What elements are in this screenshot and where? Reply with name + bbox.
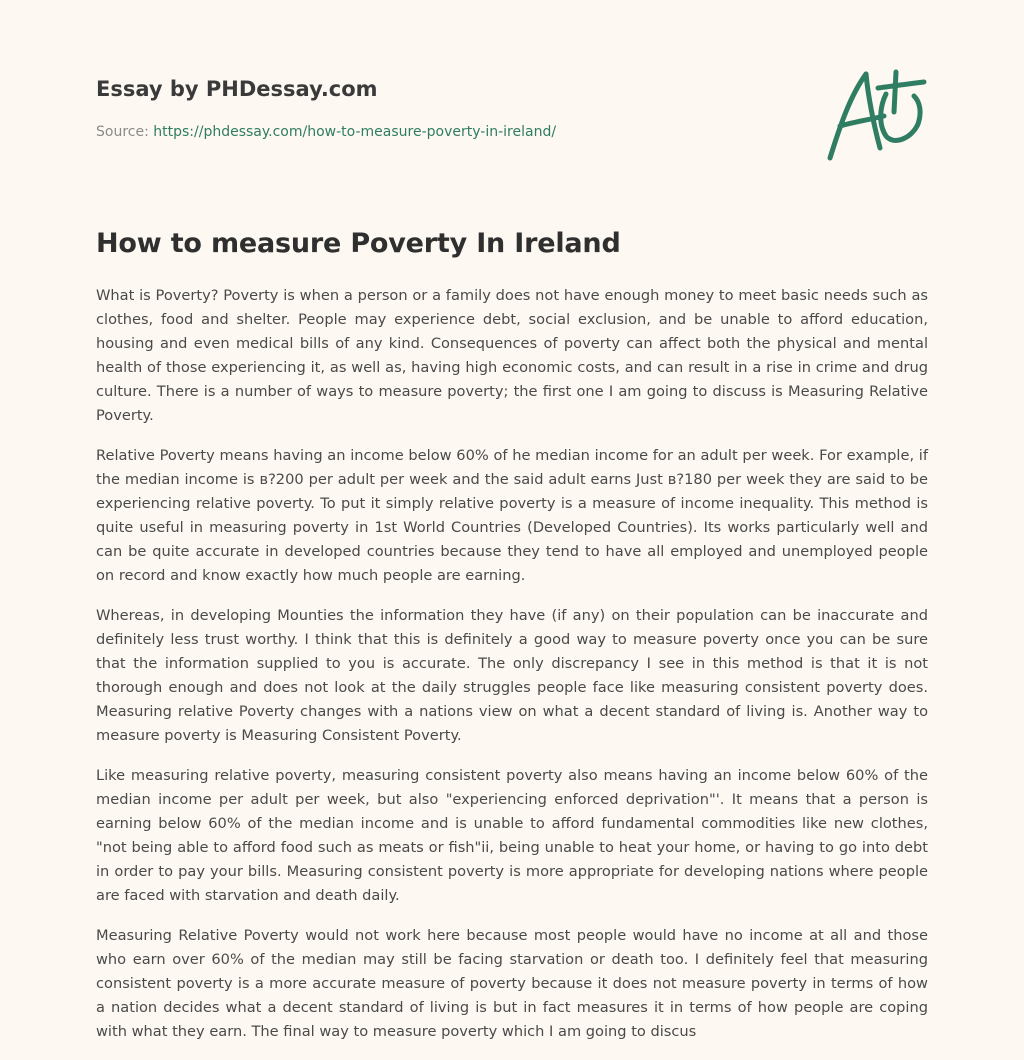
- source-link[interactable]: https://phdessay.com/how-to-measure-poverty-in-ireland/: [153, 124, 557, 140]
- source-label: Source:: [96, 124, 154, 140]
- essay-paragraph: Relative Poverty means having an income below 60% of he median income for an adult per week. For example, if the median income is в?200 per adult per week and the said adult earns Just в?180 per week they are said to be experiencing relative poverty. To put it simply relative poverty is a measure of income inequality. This method is quite useful in measuring poverty in 1st World Countries (Developed Countries). Its works particularly well and can be quite accurate in developed countries because they tend to have all employed and unemployed people on record and know exactly how much people are earning.: [96, 447, 928, 584]
- source-line: [96, 122, 796, 142]
- a-plus-grade-icon: [822, 66, 930, 166]
- essay-header: [96, 74, 796, 142]
- essay-paragraph: What is Poverty? Poverty is when a person or a family does not have enough money to meet basic needs such as clothes, food and shelter. People may experience debt, social exclusion, and be unable to afford education, housing and even medical bills of any kind. Consequences of poverty can affect both the physical and mental health of those experiencing it, as well as, having high economic costs, and can result in a rise in crime and drug culture. There is a number of ways to measure poverty; the first one I am going to discuss is Measuring Relative Poverty.: [96, 287, 928, 424]
- essay-paragraph: Measuring Relative Poverty would not work here because most people would have no income at all and those who earn over 60% of the median may still be facing starvation or death too. I definitely feel that measuring consistent poverty is a more accurate measure of poverty because it does not measure poverty in terms of how a nation decides what a decent standard of living is but in fact measures it in terms of how people are coping with what they earn. The final way to measure poverty which I am going to discus: [96, 927, 928, 1040]
- essay-title: How to measure Poverty In Ireland: [96, 228, 621, 259]
- essay-body: [96, 284, 928, 1060]
- essay-paragraph: Whereas, in developing Mounties the information they have (if any) on their population can be inaccurate and definitely less trust worthy. I think that this is definitely a good way to measure poverty once you can be sure that the information supplied to you is accurate. The only discrepancy I see in this method is that it is not thorough enough and does not look at the daily struggles people face like measuring consistent poverty does. Measuring relative Poverty changes with a nations view on what a decent standard of living is. Another way to measure poverty is Measuring Consistent Poverty.: [96, 607, 928, 744]
- essay-paragraph: Like measuring relative poverty, measuring consistent poverty also means having an income below 60% of the median income per adult per week, but also "experiencing enforced deprivation"'. It means that a person is earning below 60% of the median income and is unable to afford fundamental commodities like new clothes, "not being able to afford food such as meats or fish"ii, being unable to heat your home, or having to go into debt in order to pay your bills. Measuring consistent poverty is more appropriate for developing nations where people are faced with starvation and death daily.: [96, 767, 928, 904]
- site-title: Essay by PHDessay.com: [96, 77, 378, 101]
